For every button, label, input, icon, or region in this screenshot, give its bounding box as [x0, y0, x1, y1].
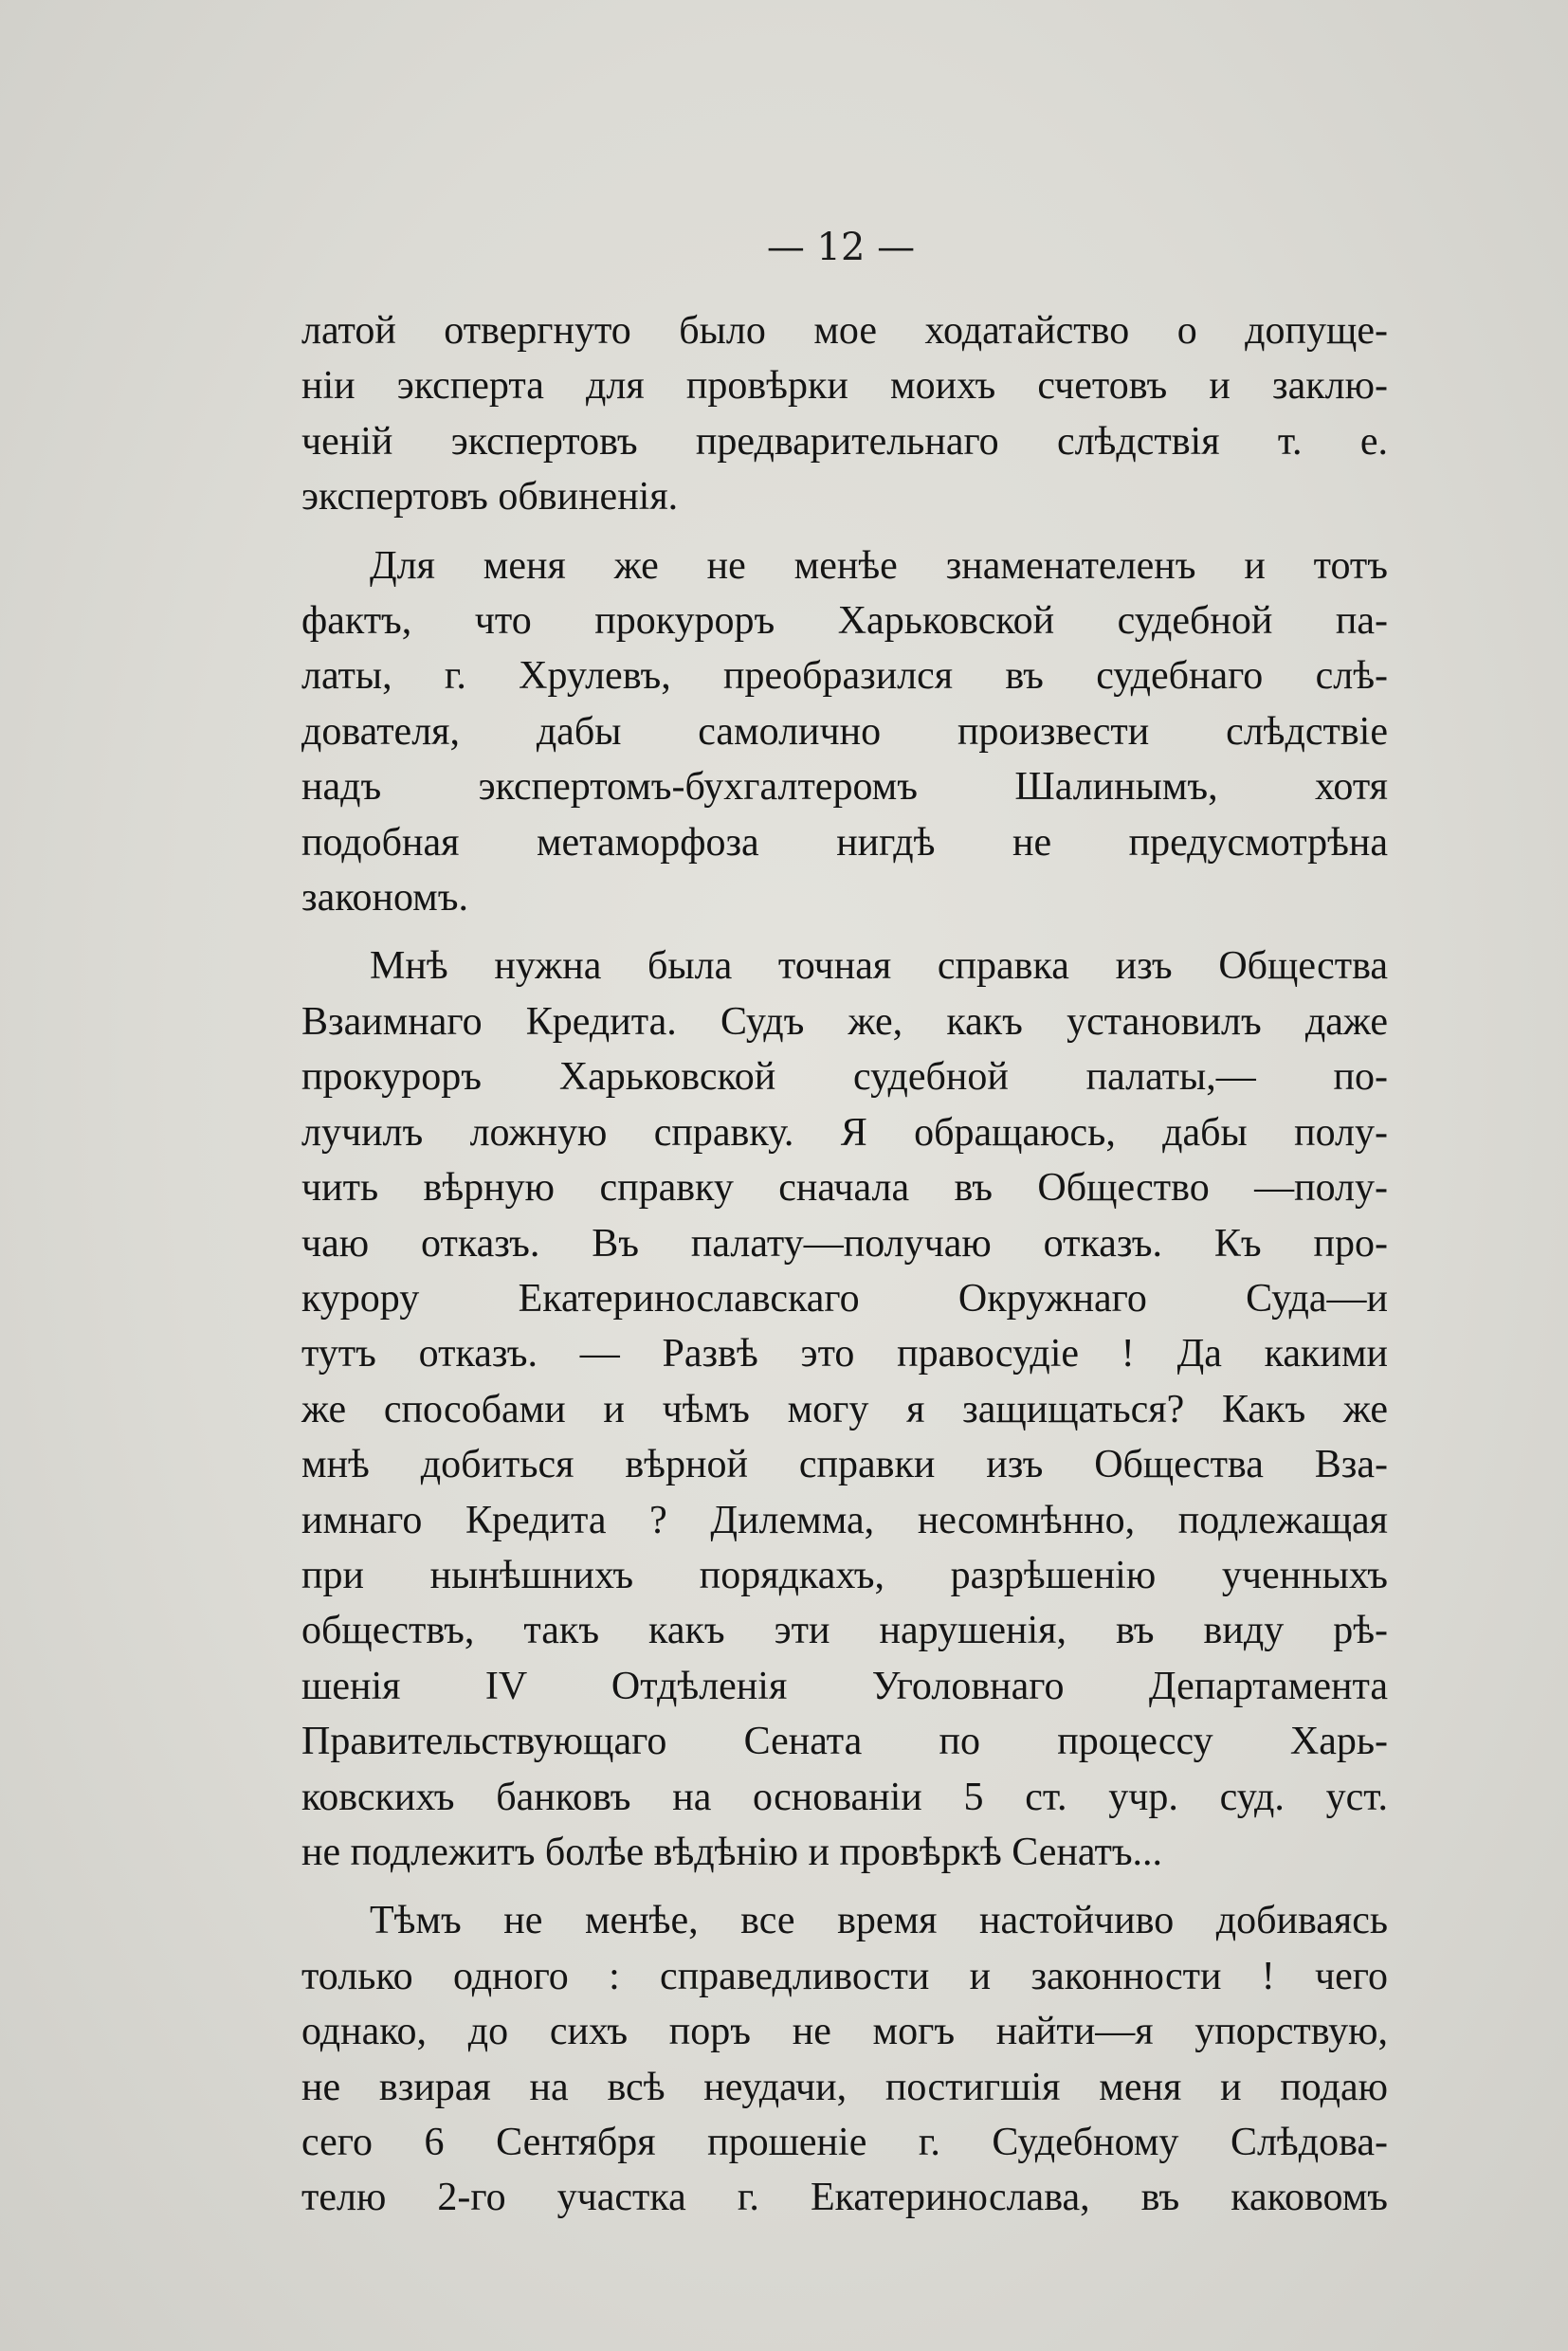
paragraph-1 — [301, 303, 1388, 525]
text-line: нiи эксперта для провѣрки моихъ счетовъ и заклю- — [301, 364, 1388, 409]
text-line: Мнѣ нужна была точная справка изъ Общества — [370, 944, 1388, 989]
paragraph-4 — [301, 1893, 1388, 2225]
text-line: при нынѣшнихъ порядкахъ, разрѣшенiю ученныхъ — [301, 1553, 1388, 1597]
page-number: — 12 — — [766, 226, 916, 269]
text-line: прокуроръ Харьковской судебной палаты,— по- — [301, 1055, 1388, 1100]
text-line: мнѣ добиться вѣрной справки изъ Общества Вза- — [301, 1443, 1388, 1487]
text-line: лучилъ ложную справку. Я обращаюсь, дабы полу- — [301, 1110, 1388, 1155]
text-line: курору Екатеринославскаго Окружнаго Суда—и — [301, 1276, 1388, 1321]
text-line: только одного : справедливости и законности ! чего — [301, 1954, 1388, 1998]
text-line: тутъ отказъ. — Развѣ это правосудiе ! Да какими — [301, 1332, 1388, 1376]
text-line: имнаго Кредита ? Дилемма, несомнѣнно, подлежащая — [301, 1498, 1388, 1542]
text-line: Взаимнаго Кредита. Судъ же, какъ установилъ даже — [301, 999, 1388, 1044]
paragraph-3 — [301, 939, 1388, 1880]
text-line: чаю отказъ. Въ палату—получаю отказъ. Къ про- — [301, 1221, 1388, 1266]
text-line: фактъ, что прокуроръ Харьковской судебной па- — [301, 599, 1388, 644]
text-line: ковскихъ банковъ на основанiи 5 ст. учр. суд. уст. — [301, 1775, 1388, 1819]
text-line: ченiй экспертовъ предварительнаго слѣдствiя т. е. — [301, 419, 1388, 464]
text-line: Правительствующаго Сената по процессу Харь- — [301, 1720, 1388, 1764]
text-line: надъ экспертомъ-бухгалтеромъ Шалинымъ, хотя — [301, 765, 1388, 810]
paragraph-2 — [301, 538, 1388, 926]
text-line: однако, до сихъ поръ не могъ найти—я упорствую, — [301, 2010, 1388, 2054]
text-line: сего 6 Сентября прошенiе г. Судебному Слѣдова- — [301, 2121, 1388, 2164]
text-line: обществъ, такъ какъ эти нарушенiя, въ виду рѣ- — [301, 1609, 1388, 1653]
text-line: шенiя IV Отдѣленiя Уголовнаго Департамента — [301, 1664, 1388, 1708]
text-line: экспертовъ обвиненiя. — [301, 475, 679, 519]
body-text — [301, 303, 1388, 2226]
text-line: закономъ. — [301, 876, 468, 920]
text-line: чить вѣрную справку сначала въ Общество —полу- — [301, 1166, 1388, 1211]
text-line: Для меня же не менѣе знаменателенъ и тотъ — [370, 543, 1388, 588]
text-line: не подлежитъ болѣе вѣдѣнiю и провѣркѣ Сенатъ... — [301, 1830, 1163, 1874]
text-line: латой отвергнуто было мое ходатайство о допуще- — [301, 309, 1388, 353]
text-line: не взирая на всѣ неудачи, постигшiя меня и подаю — [301, 2065, 1388, 2109]
text-line: дователя, дабы самолично произвести слѣдствiе — [301, 709, 1388, 754]
text-line: латы, г. Хрулевъ, преобразился въ судебнаго слѣ- — [301, 654, 1388, 699]
text-line: Тѣмъ не менѣе, все время настойчиво добиваясь — [370, 1899, 1388, 1943]
text-line: телю 2-го участка г. Екатеринослава, въ каковомъ — [301, 2176, 1388, 2220]
text-line: подобная метаморфоза нигдѣ не предусмотрѣна — [301, 820, 1388, 865]
text-line: же способами и чѣмъ могу я защищаться? Какъ же — [301, 1387, 1388, 1431]
